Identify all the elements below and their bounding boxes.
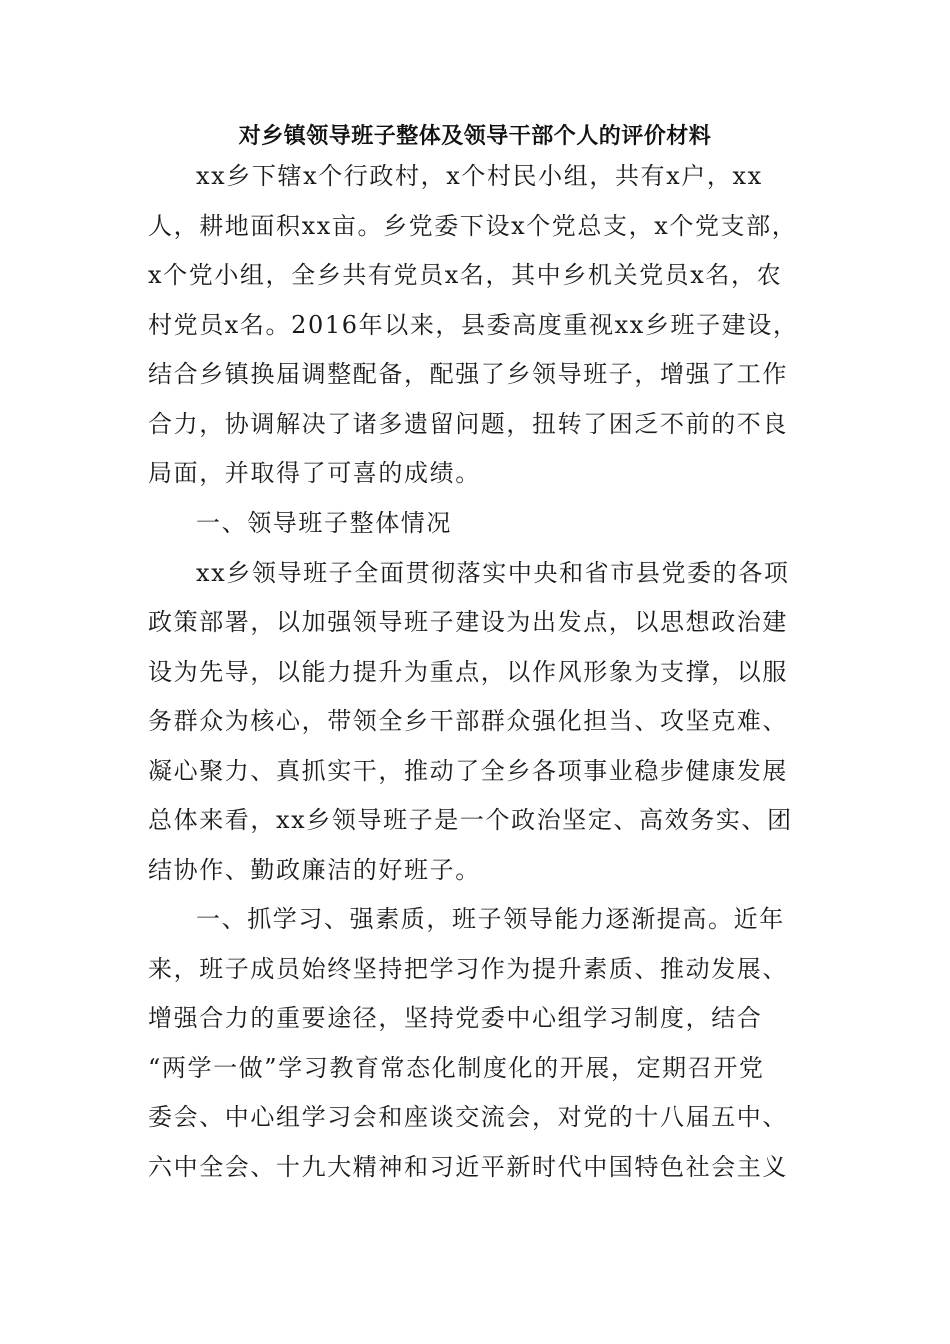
paragraph-line: 人，耕地面积xx亩。乡党委下设x个党总支，x个党支部，	[148, 212, 798, 240]
document-title: 对乡镇领导班子整体及领导干部个人的评价材料	[238, 124, 712, 149]
paragraph-line: 委会、中心组学习会和座谈交流会，对党的十八届五中、	[148, 1103, 788, 1131]
paragraph-line: 来，班子成员始终坚持把学习作为提升素质、推动发展、	[148, 955, 788, 983]
paragraph-line: “两学一做”学习教育常态化制度化的开展，定期召开党	[148, 1054, 765, 1082]
paragraph-line: 增强合力的重要途径，坚持党委中心组学习制度，结合	[148, 1004, 763, 1032]
paragraph-line: 合力，协调解决了诸多遗留问题，扭转了困乏不前的不良	[148, 410, 788, 438]
paragraph-line: 设为先导，以能力提升为重点，以作风形象为支撑，以服	[148, 658, 788, 686]
paragraph-line: 结合乡镇换届调整配备，配强了乡领导班子，增强了工作	[148, 360, 788, 388]
paragraph-line: x个党小组，全乡共有党员x名，其中乡机关党员x名，农	[148, 261, 783, 289]
paragraph-line: 政策部署，以加强领导班子建设为出发点，以思想政治建	[148, 608, 788, 636]
paragraph-line: 村党员x名。2016年以来，县委高度重视xx乡班子建设，	[148, 311, 799, 339]
paragraph-line: 一、抓学习、强素质，班子领导能力逐渐提高。近年	[196, 905, 785, 933]
paragraph-line: 局面，并取得了可喜的成绩。	[148, 459, 481, 487]
paragraph-line: xx乡下辖x个行政村，x个村民小组，共有x户，xx	[196, 162, 763, 190]
paragraph-line: 凝心聚力、真抓实干，推动了全乡各项事业稳步健康发展	[148, 757, 788, 785]
paragraph-line: 结协作、勤政廉洁的好班子。	[148, 856, 481, 884]
paragraph-line: 六中全会、十九大精神和习近平新时代中国特色社会主义	[148, 1153, 788, 1181]
paragraph-line: xx乡领导班子全面贯彻落实中央和省市县党委的各项	[196, 559, 790, 587]
paragraph-line: 总体来看，xx乡领导班子是一个政治坚定、高效务实、团	[148, 806, 793, 834]
paragraph-line: 务群众为核心，带领全乡干部群众强化担当、攻坚克难、	[148, 707, 788, 735]
section-heading: 一、领导班子整体情况	[196, 509, 452, 537]
